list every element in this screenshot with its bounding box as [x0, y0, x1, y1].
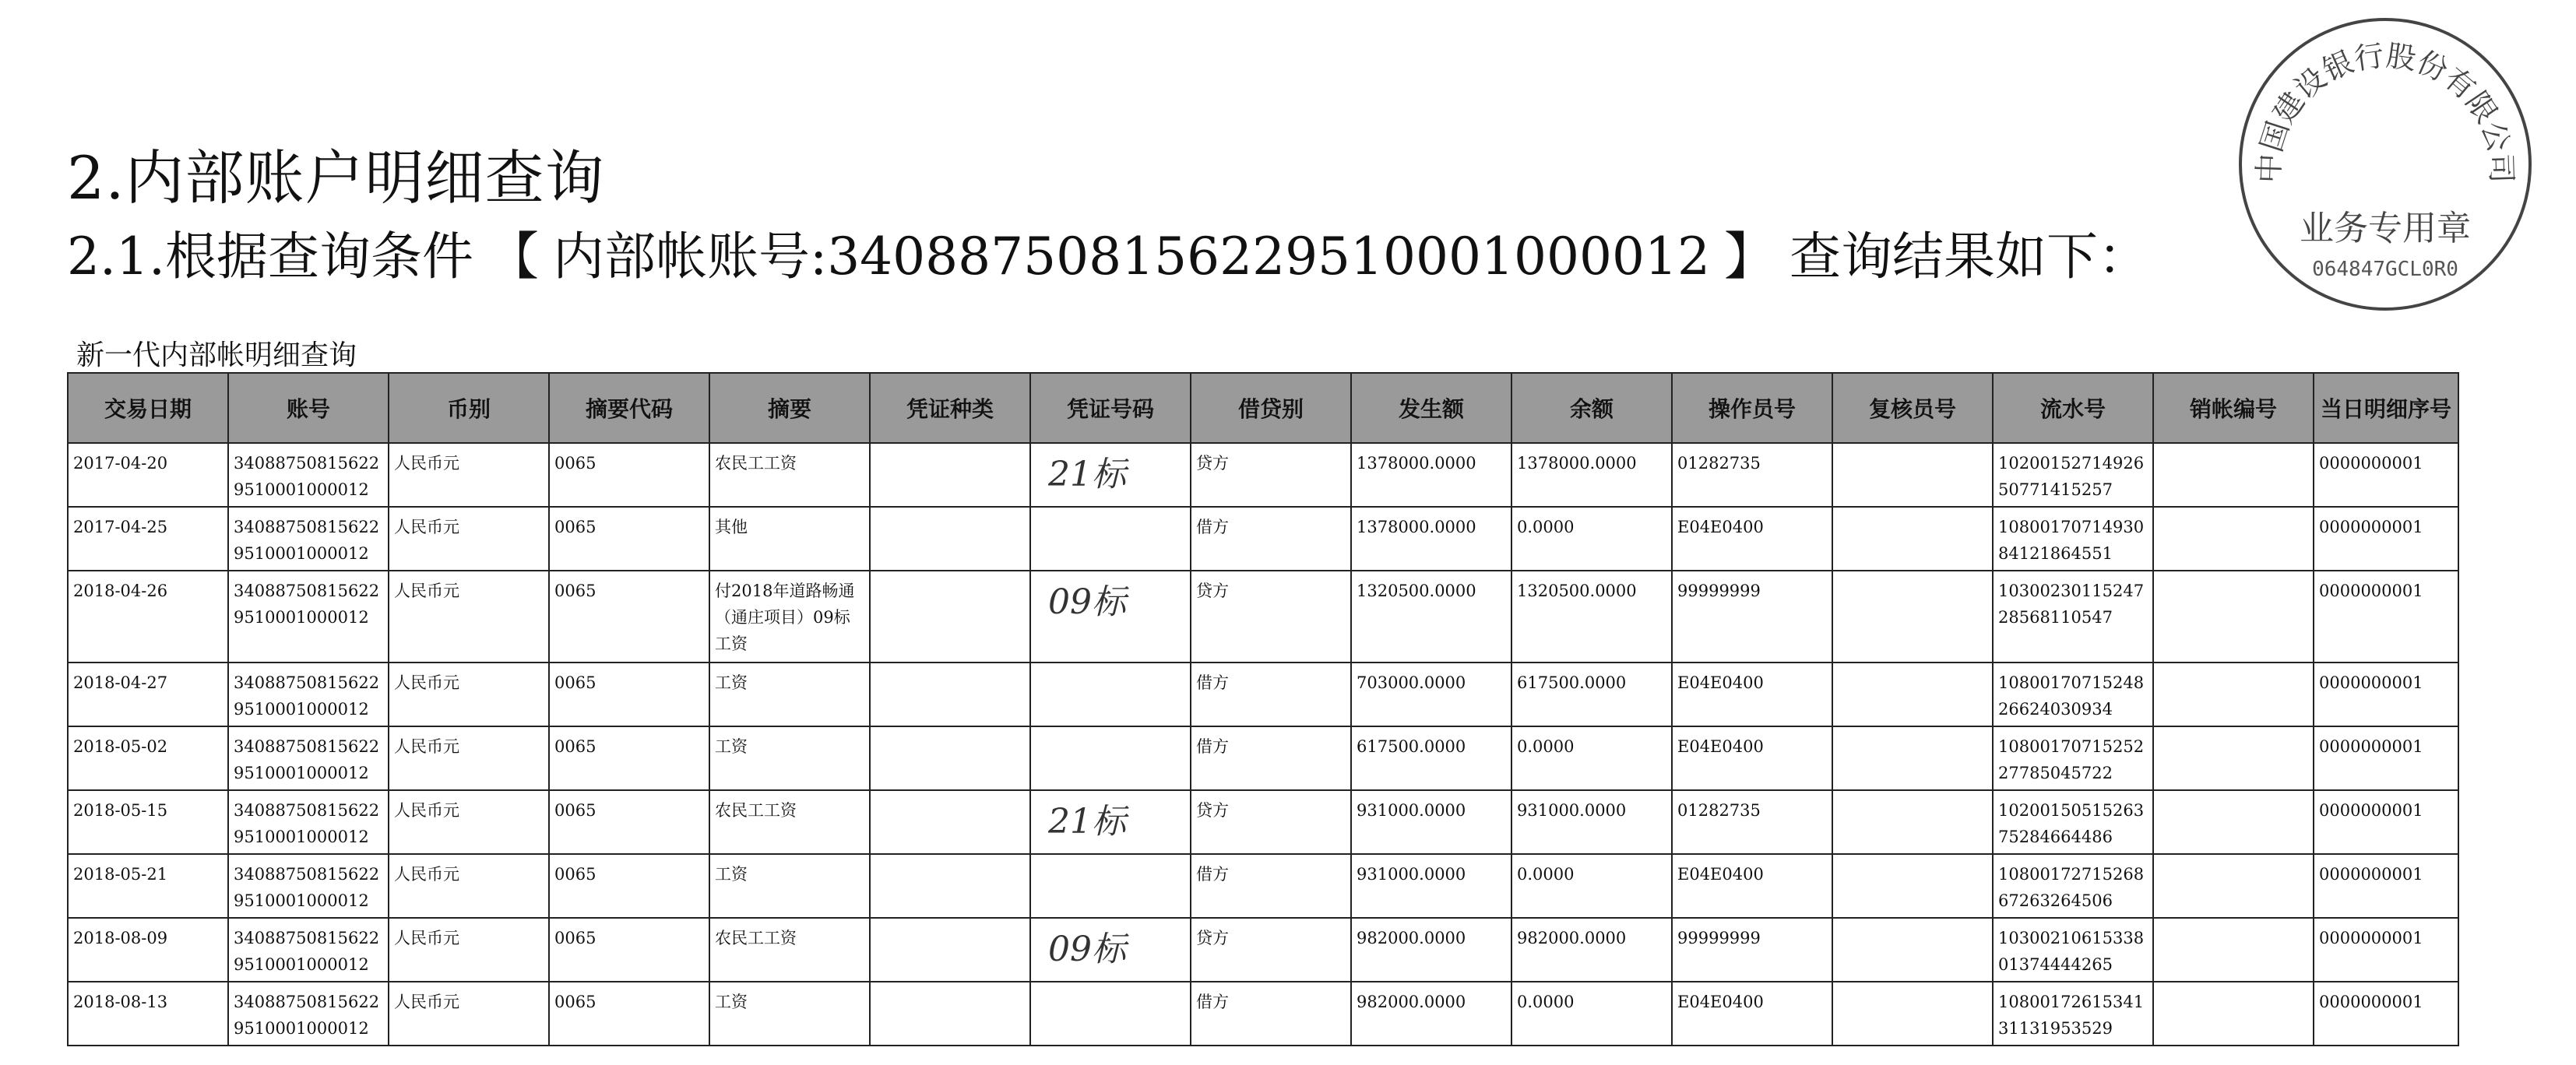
cell-date: 2018-04-26 — [68, 571, 228, 663]
cell-debit-credit: 贷方 — [1191, 443, 1351, 507]
cell-date: 2018-05-15 — [68, 790, 228, 854]
cell-summary-code: 0065 — [549, 507, 709, 571]
seal-icon — [2235, 14, 2536, 315]
cell-date: 2018-08-09 — [68, 918, 228, 982]
cell-summary: 工资 — [709, 726, 870, 790]
cell-amount: 931000.0000 — [1351, 790, 1511, 854]
table-row — [68, 507, 2458, 571]
cell-reviewer — [1832, 982, 1993, 1046]
cell-amount: 1378000.0000 — [1351, 507, 1511, 571]
cell-reviewer — [1832, 507, 1993, 571]
column-header: 复核员号 — [1832, 373, 1993, 443]
cell-serial: 1030023011524728568110547 — [1993, 571, 2153, 663]
cell-balance: 617500.0000 — [1511, 663, 1672, 726]
cell-account: 340887508156229510001000012 — [228, 726, 389, 790]
cell-serial: 1020015051526375284664486 — [1993, 790, 2153, 854]
cell-date: 2018-05-02 — [68, 726, 228, 790]
cell-serial: 1080017071525227785045722 — [1993, 726, 2153, 790]
cell-summary-code: 0065 — [549, 571, 709, 663]
table-caption: 新一代内部帐明细查询 — [76, 339, 357, 371]
cell-debit-credit: 借方 — [1191, 982, 1351, 1046]
table-row — [68, 854, 2458, 918]
column-header: 当日明细序号 — [2314, 373, 2458, 443]
cell-balance: 0.0000 — [1511, 854, 1672, 918]
cell-account: 340887508156229510001000012 — [228, 790, 389, 854]
seal-code-text: 064847GCL0R0 — [2312, 258, 2458, 281]
cell-balance: 0.0000 — [1511, 982, 1672, 1046]
cell-operator: E04E0400 — [1672, 726, 1832, 790]
cell-seq: 0000000001 — [2314, 507, 2458, 571]
cell-seq: 0000000001 — [2314, 790, 2458, 854]
query-condition: 内部帐账号:340887508156229510001000012 — [552, 227, 1710, 286]
cell-reviewer — [1832, 571, 1993, 663]
cell-reviewer — [1832, 918, 1993, 982]
heading2-prefix: 2.1.根据查询条件 — [67, 227, 473, 286]
column-header: 摘要代码 — [549, 373, 709, 443]
cell-account: 340887508156229510001000012 — [228, 982, 389, 1046]
cell-currency: 人民币元 — [389, 854, 549, 918]
cell-date: 2018-04-27 — [68, 663, 228, 726]
cell-account: 340887508156229510001000012 — [228, 507, 389, 571]
table-body — [68, 443, 2458, 1046]
table-row — [68, 982, 2458, 1046]
cell-writeoff — [2153, 982, 2314, 1046]
cell-voucher-type — [870, 982, 1030, 1046]
cell-operator: E04E0400 — [1672, 982, 1832, 1046]
cell-voucher-type — [870, 854, 1030, 918]
column-header: 凭证号码 — [1030, 373, 1191, 443]
cell-summary-code: 0065 — [549, 918, 709, 982]
cell-summary: 工资 — [709, 854, 870, 918]
cell-seq: 0000000001 — [2314, 571, 2458, 663]
cell-amount: 1378000.0000 — [1351, 443, 1511, 507]
cell-summary: 农民工工资 — [709, 443, 870, 507]
cell-account: 340887508156229510001000012 — [228, 663, 389, 726]
column-header: 币别 — [389, 373, 549, 443]
account-detail-table — [67, 372, 2459, 1046]
cell-date: 2017-04-20 — [68, 443, 228, 507]
cell-currency: 人民币元 — [389, 790, 549, 854]
cell-voucher-type — [870, 918, 1030, 982]
cell-voucher-type — [870, 443, 1030, 507]
bank-seal-stamp — [2235, 14, 2536, 315]
cell-summary-code: 0065 — [549, 854, 709, 918]
cell-operator: E04E0400 — [1672, 854, 1832, 918]
cell-operator: 01282735 — [1672, 443, 1832, 507]
cell-voucher-type — [870, 571, 1030, 663]
column-header: 发生额 — [1351, 373, 1511, 443]
cell-currency: 人民币元 — [389, 507, 549, 571]
cell-writeoff — [2153, 854, 2314, 918]
handwritten-note: 09标 — [1048, 930, 1126, 969]
cell-writeoff — [2153, 443, 2314, 507]
cell-summary: 工资 — [709, 663, 870, 726]
cell-summary: 其他 — [709, 507, 870, 571]
column-header: 摘要 — [709, 373, 870, 443]
heading2-suffix: 查询结果如下： — [1789, 227, 2149, 286]
cell-serial: 1080017071493084121864551 — [1993, 507, 2153, 571]
cell-seq: 0000000001 — [2314, 663, 2458, 726]
cell-balance: 931000.0000 — [1511, 790, 1672, 854]
bracket-open: 【 — [487, 227, 539, 286]
cell-currency: 人民币元 — [389, 571, 549, 663]
cell-debit-credit: 借方 — [1191, 726, 1351, 790]
cell-account: 340887508156229510001000012 — [228, 571, 389, 663]
cell-amount: 703000.0000 — [1351, 663, 1511, 726]
cell-reviewer — [1832, 854, 1993, 918]
cell-reviewer — [1832, 663, 1993, 726]
cell-seq: 0000000001 — [2314, 854, 2458, 918]
handwritten-note: 09标 — [1048, 582, 1126, 622]
cell-seq: 0000000001 — [2314, 982, 2458, 1046]
table-header-row — [68, 373, 2458, 443]
cell-serial: 1030021061533801374444265 — [1993, 918, 2153, 982]
cell-currency: 人民币元 — [389, 918, 549, 982]
column-header: 凭证种类 — [870, 373, 1030, 443]
cell-operator: 99999999 — [1672, 571, 1832, 663]
cell-date: 2018-08-13 — [68, 982, 228, 1046]
seal-arc-text — [2251, 38, 2518, 184]
cell-currency: 人民币元 — [389, 726, 549, 790]
table-row — [68, 571, 2458, 663]
cell-debit-credit: 贷方 — [1191, 571, 1351, 663]
cell-voucher-no — [1030, 982, 1191, 1046]
cell-voucher-no — [1030, 571, 1191, 663]
column-header: 账号 — [228, 373, 389, 443]
table-row — [68, 726, 2458, 790]
cell-debit-credit: 借方 — [1191, 507, 1351, 571]
handwritten-note: 21标 — [1048, 455, 1126, 494]
cell-serial: 1080017271526867263264506 — [1993, 854, 2153, 918]
column-header: 借贷别 — [1191, 373, 1351, 443]
cell-voucher-no — [1030, 507, 1191, 571]
cell-operator: 99999999 — [1672, 918, 1832, 982]
cell-account: 340887508156229510001000012 — [228, 443, 389, 507]
table-row — [68, 443, 2458, 507]
column-header: 操作员号 — [1672, 373, 1832, 443]
cell-balance: 1320500.0000 — [1511, 571, 1672, 663]
cell-balance: 982000.0000 — [1511, 918, 1672, 982]
cell-balance: 0.0000 — [1511, 507, 1672, 571]
cell-summary-code: 0065 — [549, 443, 709, 507]
cell-writeoff — [2153, 663, 2314, 726]
cell-account: 340887508156229510001000012 — [228, 854, 389, 918]
column-header: 交易日期 — [68, 373, 228, 443]
cell-writeoff — [2153, 918, 2314, 982]
cell-voucher-type — [870, 790, 1030, 854]
table-row — [68, 918, 2458, 982]
cell-operator: E04E0400 — [1672, 507, 1832, 571]
bracket-close: 】 — [1723, 227, 1775, 286]
cell-voucher-type — [870, 507, 1030, 571]
cell-summary: 付2018年道路畅通（通庄项目）09标工资 — [709, 571, 870, 663]
handwritten-note: 21标 — [1048, 802, 1126, 842]
cell-voucher-no — [1030, 663, 1191, 726]
cell-balance: 0.0000 — [1511, 726, 1672, 790]
cell-debit-credit: 贷方 — [1191, 918, 1351, 982]
column-header: 流水号 — [1993, 373, 2153, 443]
cell-debit-credit: 借方 — [1191, 854, 1351, 918]
cell-date: 2017-04-25 — [68, 507, 228, 571]
cell-summary: 工资 — [709, 982, 870, 1046]
cell-amount: 1320500.0000 — [1351, 571, 1511, 663]
column-header: 余额 — [1511, 373, 1672, 443]
cell-voucher-no — [1030, 726, 1191, 790]
cell-seq: 0000000001 — [2314, 443, 2458, 507]
cell-summary-code: 0065 — [549, 663, 709, 726]
cell-currency: 人民币元 — [389, 982, 549, 1046]
cell-summary: 农民工工资 — [709, 918, 870, 982]
cell-currency: 人民币元 — [389, 663, 549, 726]
cell-summary-code: 0065 — [549, 982, 709, 1046]
cell-amount: 982000.0000 — [1351, 918, 1511, 982]
cell-reviewer — [1832, 443, 1993, 507]
cell-debit-credit: 借方 — [1191, 663, 1351, 726]
cell-operator: E04E0400 — [1672, 663, 1832, 726]
cell-amount: 617500.0000 — [1351, 726, 1511, 790]
table-row — [68, 663, 2458, 726]
cell-currency: 人民币元 — [389, 443, 549, 507]
page-title: 2.内部账户明细查询 — [67, 143, 605, 213]
cell-seq: 0000000001 — [2314, 918, 2458, 982]
seal-center-text: 业务专用章 — [2300, 209, 2471, 248]
cell-voucher-no — [1030, 854, 1191, 918]
cell-reviewer — [1832, 726, 1993, 790]
cell-voucher-type — [870, 726, 1030, 790]
cell-summary-code: 0065 — [549, 726, 709, 790]
cell-amount: 931000.0000 — [1351, 854, 1511, 918]
column-header: 销帐编号 — [2153, 373, 2314, 443]
cell-date: 2018-05-21 — [68, 854, 228, 918]
cell-balance: 1378000.0000 — [1511, 443, 1672, 507]
cell-voucher-type — [870, 663, 1030, 726]
cell-debit-credit: 贷方 — [1191, 790, 1351, 854]
table-row — [68, 790, 2458, 854]
cell-writeoff — [2153, 571, 2314, 663]
query-condition-heading — [67, 215, 2149, 289]
cell-voucher-no — [1030, 443, 1191, 507]
cell-seq: 0000000001 — [2314, 726, 2458, 790]
cell-serial: 1020015271492650771415257 — [1993, 443, 2153, 507]
account-detail-table-wrap — [67, 372, 2458, 1046]
cell-amount: 982000.0000 — [1351, 982, 1511, 1046]
cell-voucher-no — [1030, 790, 1191, 854]
cell-serial: 1080017261534131131953529 — [1993, 982, 2153, 1046]
cell-writeoff — [2153, 507, 2314, 571]
seal-arc-path: 中国建设银行股份有限公司 — [2251, 38, 2519, 184]
cell-account: 340887508156229510001000012 — [228, 918, 389, 982]
cell-operator: 01282735 — [1672, 790, 1832, 854]
cell-serial: 1080017071524826624030934 — [1993, 663, 2153, 726]
cell-voucher-no — [1030, 918, 1191, 982]
cell-summary-code: 0065 — [549, 790, 709, 854]
cell-summary: 农民工工资 — [709, 790, 870, 854]
cell-reviewer — [1832, 790, 1993, 854]
cell-writeoff — [2153, 726, 2314, 790]
cell-writeoff — [2153, 790, 2314, 854]
